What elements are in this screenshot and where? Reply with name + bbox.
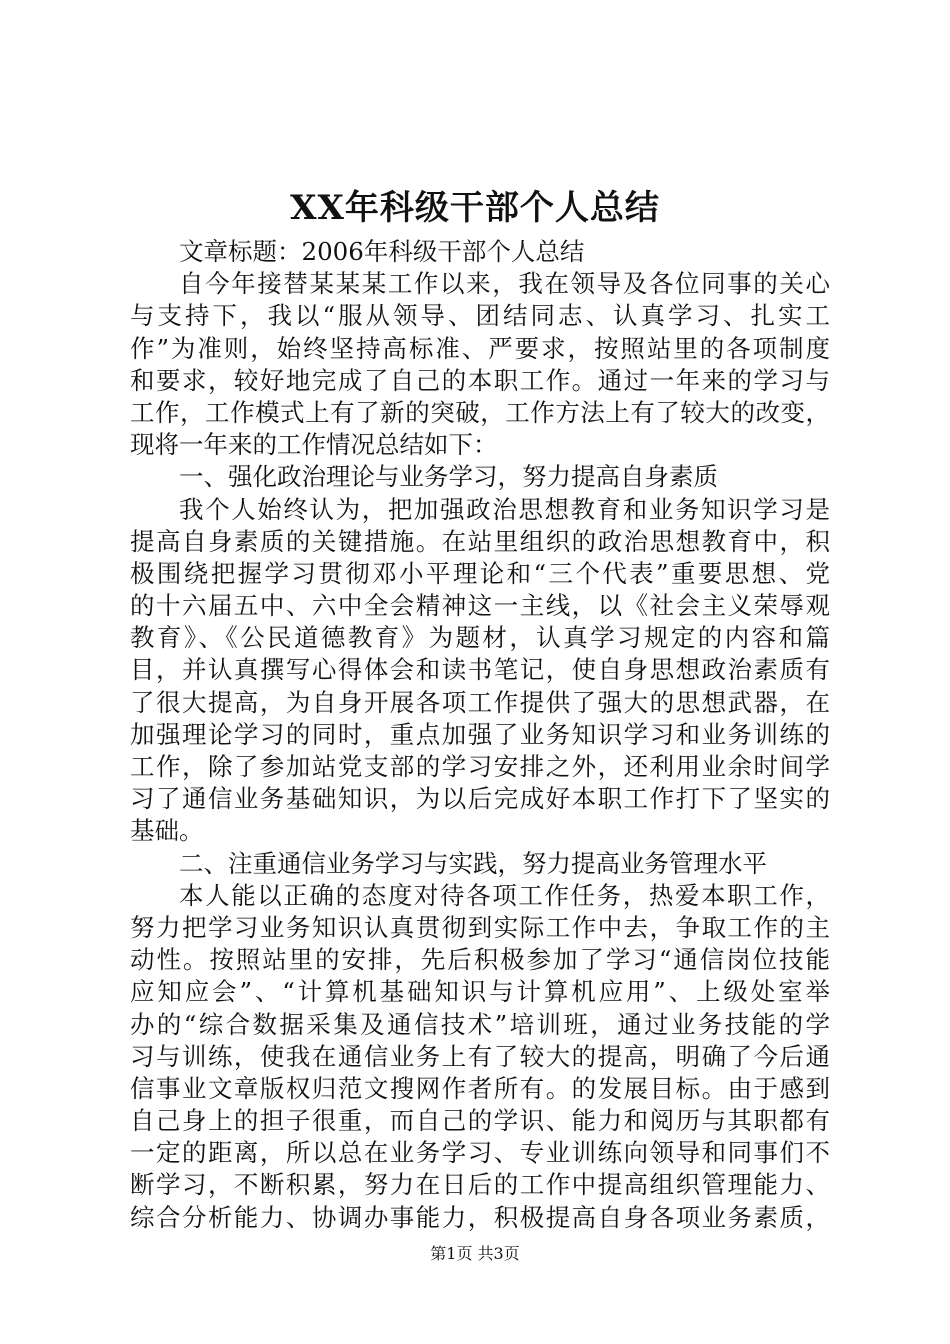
- body-line: 加强理论学习的同时，重点加强了业务知识学习和业务训练的: [130, 719, 830, 749]
- body-line: 作”为准则，始终坚持高标准、严要求，按照站里的各项制度: [130, 333, 830, 363]
- body-line: 一定的距离，所以总在业务学习、专业训练向领导和同事们不: [130, 1138, 830, 1168]
- body-line: 自今年接替某某某工作以来，我在领导及各位同事的关心: [179, 269, 830, 299]
- body-line: 工作，工作模式上有了新的突破，工作方法上有了较大的改变，: [130, 397, 830, 427]
- body-line: 提高自身素质的关键措施。在站里组织的政治思想教育中，积: [130, 526, 830, 556]
- body-line: 综合分析能力、协调办事能力，积极提高自身各项业务素质，: [130, 1202, 830, 1232]
- body-line: 了很大提高，为自身开展各项工作提供了强大的思想武器，在: [130, 687, 830, 717]
- document-body: [130, 236, 830, 1234]
- body-line: 动性。按照站里的安排，先后积极参加了学习“通信岗位技能: [130, 945, 830, 975]
- body-line: 信事业文章版权归范文搜网作者所有。的发展目标。由于感到: [130, 1073, 830, 1103]
- body-line: 与支持下，我以“服从领导、团结同志、认真学习、扎实工: [130, 301, 830, 331]
- body-line: 办的“综合数据采集及通信技术”培训班，通过业务技能的学: [130, 1009, 830, 1039]
- body-line: 应知应会”、“计算机基础知识与计算机应用”、上级处室举: [130, 977, 830, 1007]
- body-line: 工作，除了参加站党支部的学习安排之外，还利用业余时间学: [130, 752, 830, 781]
- body-line: 文章标题：2006年科级干部个人总结: [179, 237, 585, 266]
- body-line: 基础。: [130, 816, 204, 846]
- body-line: 习与训练，使我在通信业务上有了较大的提高，明确了今后通: [130, 1041, 830, 1071]
- body-line: 极围绕把握学习贯彻邓小平理论和“三个代表”重要思想、党: [130, 558, 830, 588]
- page-footer: 第1页 共3页: [430, 1244, 520, 1263]
- body-line: 本人能以正确的态度对待各项工作任务，热爱本职工作，: [179, 880, 830, 910]
- body-line: 的十六届五中、六中全会精神这一主线，以《社会主义荣辱观: [130, 591, 830, 621]
- body-line: 现将一年来的工作情况总结如下：: [130, 430, 498, 460]
- body-line: 我个人始终认为，把加强政治思想教育和业务知识学习是: [179, 494, 830, 524]
- body-line: 自己身上的担子很重，而自己的学识、能力和阅历与其职都有: [130, 1106, 830, 1136]
- body-line: 努力把学习业务知识认真贯彻到实际工作中去，争取工作的主: [130, 912, 830, 942]
- body-line: 断学习，不断积累，努力在日后的工作中提高组织管理能力、: [130, 1170, 830, 1200]
- body-line: 一、强化政治理论与业务学习，努力提高自身素质: [179, 462, 718, 492]
- body-line: 习了通信业务基础知识，为以后完成好本职工作打下了坚实的: [130, 784, 830, 814]
- document-title: XX年科级干部个人总结: [290, 188, 660, 228]
- body-line: 二、注重通信业务学习与实践，努力提高业务管理水平: [179, 848, 767, 878]
- body-line: 和要求，较好地完成了自己的本职工作。通过一年来的学习与: [130, 365, 830, 395]
- body-line: 目，并认真撰写心得体会和读书笔记，使自身思想政治素质有: [130, 655, 830, 685]
- body-line: 教育》、《公民道德教育》为题材，认真学习规定的内容和篇: [130, 623, 830, 653]
